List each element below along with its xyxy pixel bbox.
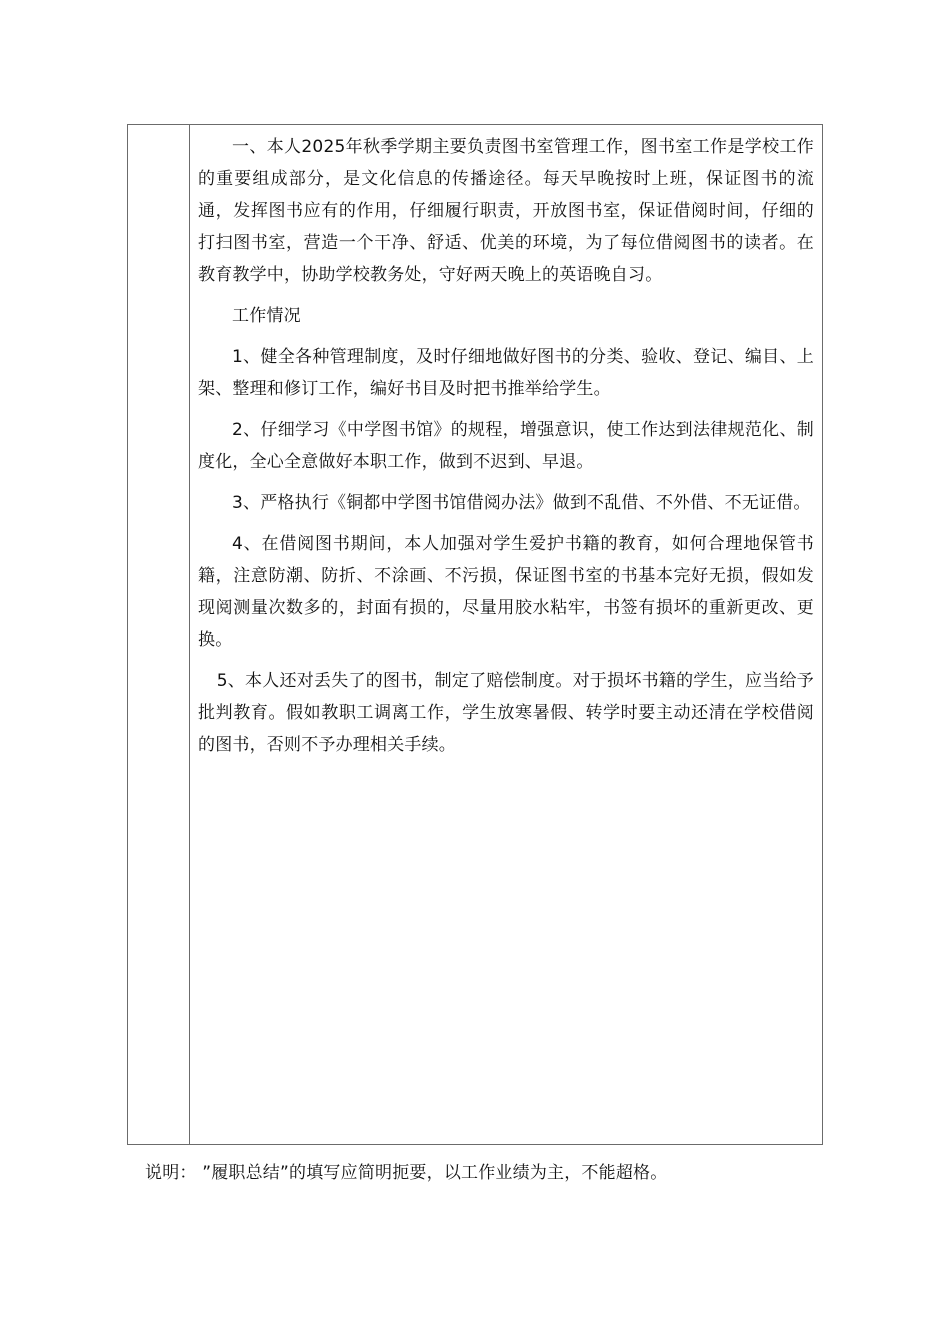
item-paragraph-5: 5、本人还对丢失了的图书，制定了赔偿制度。对于损坏书籍的学生，应当给予批判教育。假如教职工调离工作，学生放寒暑假、转学时要主动还清在学校借阅的图书，否则不予办理相关手续。 [198, 671, 814, 755]
item-paragraph-3: 3、严格执行《铜都中学图书馆借阅办法》做到不乱借、不外借、不无证借。 [232, 493, 811, 513]
work-status-heading: 工作情况 [232, 306, 301, 326]
item-paragraph-4: 4、在借阅图书期间，本人加强对学生爱护书籍的教育，如何合理地保管书籍，注意防潮、防折、不涂画、不污损，保证图书室的书基本完好无损，假如发现阅测量次数多的，封面有损的，尽量用胶水粘牢，书签有损坏的重新更改、更换。 [198, 534, 814, 650]
summary-form-table [127, 124, 823, 1145]
intro-paragraph: 一、本人2025年秋季学期主要负责图书室管理工作，图书室工作是学校工作的重要组成部分，是文化信息的传播途径。每天早晚按时上班，保证图书的流通，发挥图书应有的作用，仔细履行职责，开放图书室，保证借阅时间，仔细的打扫图书室，营造一个干净、舒适、优美的环境，为了每位借阅图书的读者。在教育教学中，协助学校教务处，守好两天晚上的英语晚自习。 [198, 137, 814, 285]
footer-note: 说明： ”履职总结”的填写应简明扼要，以工作业绩为主，不能超格。 [145, 1163, 668, 1183]
item-paragraph-1: 1、健全各种管理制度，及时仔细地做好图书的分类、验收、登记、编目、上架、整理和修订工作，编好书目及时把书推举给学生。 [198, 347, 814, 399]
summary-content-cell [190, 125, 822, 1144]
label-column [128, 125, 190, 1144]
item-paragraph-2: 2、仔细学习《中学图书馆》的规程，增强意识，使工作达到法律规范化、制度化，全心全意做好本职工作，做到不迟到、早退。 [198, 420, 814, 472]
